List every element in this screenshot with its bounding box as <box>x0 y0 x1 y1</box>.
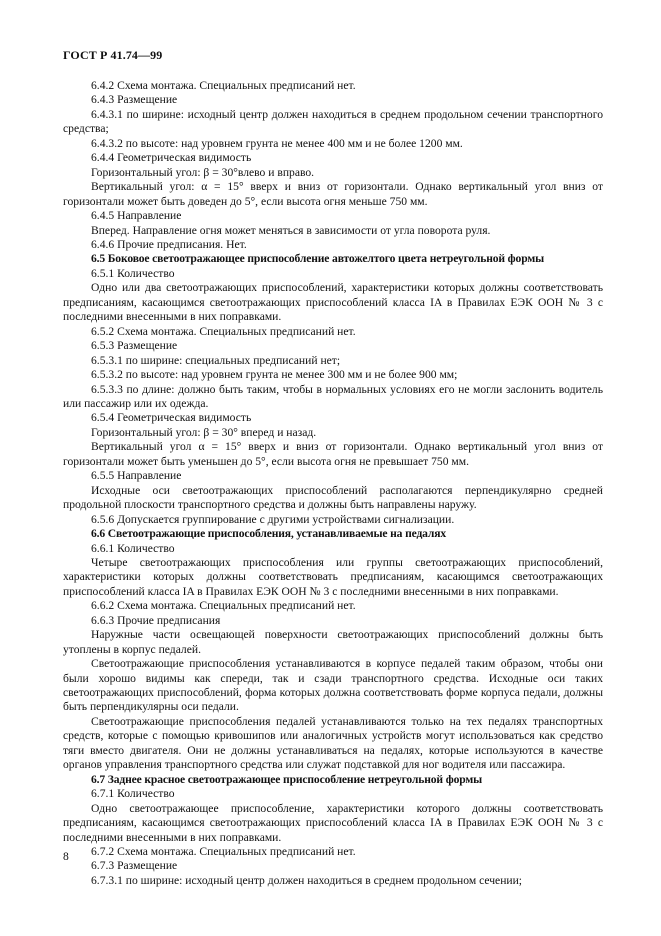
paragraph: Вертикальный угол α = 15° вверх и вниз от горизонтали. Однако вертикальный угол вниз от горизонтали может быть уменьшен до 5°, если высота огня не превышает 750 мм. <box>63 440 603 468</box>
paragraph: 6.5.5 Направление <box>91 469 182 483</box>
paragraph: 6.5.2 Схема монтажа. Специальных предписаний нет. <box>91 324 356 338</box>
paragraph: 6.5.6 Допускается группирование с другими устройствами сигнализации. <box>91 512 455 526</box>
paragraph: Вперед. Направление огня может меняться в зависимости от угла поворота руля. <box>91 223 491 237</box>
paragraph: 6.7.1 Количество <box>91 787 175 801</box>
paragraph: Исходные оси светоотражающих приспособлений располагаются перпендикулярно средней продольной плоскости транспортного средства и должны быть направлены наружу. <box>63 483 603 512</box>
paragraph: Одно или два светоотражающих приспособлений, характеристики которых должны соответствовать предписаниям, касающимся светоотражающих приспособлений класса IA в Правилах ЕЭК ООН № 3 с последними внесенными в них поправками. <box>63 281 603 324</box>
paragraph: 6.5.1 Количество <box>91 266 175 280</box>
paragraph: 6.4.3 Размещение <box>91 93 178 107</box>
paragraph: 6.7.2 Схема монтажа. Специальных предписаний нет. <box>91 845 356 859</box>
paragraph: 6.7.3.1 по ширине: исходный центр должен находиться в среднем продольном сечении; <box>91 873 523 887</box>
paragraph: Светоотражающие приспособления педалей устанавливаются только на тех педалях транспортных средств, которые с помощью кривошипов или аналогичных устройств могут использоваться как средство тяги вместо двигателя. Они не должны устанавливаться на педалях, которые используются в качестве органов управления транспортного средства или служат подставкой для ног водителя или пассажира. <box>63 714 603 772</box>
paragraph: 6.4.4 Геометрическая видимость <box>91 151 252 165</box>
paragraph: 6.5.3 Размещение <box>91 339 178 353</box>
paragraph: 6.4.2 Схема монтажа. Специальных предписаний нет. <box>91 79 356 92</box>
paragraph: 6.4.5 Направление <box>91 209 182 223</box>
paragraph: Светоотражающие приспособления устанавливаются в корпусе педалей таким образом, чтобы они были хорошо видимы как спереди, так и сзади транспортного средства. Исходные оси таких светоотражающих приспособлений, форма которых должна соответствовать форме корпуса педали, должны быть перпендикулярны оси педали. <box>63 657 603 714</box>
paragraph: 6.7.3 Размещение <box>91 859 178 873</box>
paragraph: 6.4.6 Прочие предписания. Нет. <box>91 237 247 251</box>
section-heading: 6.5 Боковое светоотражающее приспособление автожелтого цвета нетреугольной формы <box>91 252 544 266</box>
document-body <box>63 79 603 888</box>
paragraph: Наружные части освещающей поверхности светоотражающих приспособлений должны быть утоплены в корпус педалей. <box>63 628 603 656</box>
document-header: ГОСТ Р 41.74—99 <box>63 48 163 62</box>
paragraph: Горизонтальный угол: β = 30°влево и вправо. <box>91 165 315 179</box>
paragraph: Четыре светоотражающих приспособления или группы светоотражающих приспособлений, характеристики которых должны соответствовать предписаниям, касающимся светоотражающих приспособлений класса IA в Правилах ЕЭК ООН № 3 с последними внесенными в них поправками. <box>63 555 603 598</box>
page-number: 8 <box>63 850 69 863</box>
paragraph: 6.5.3.2 по высоте: над уровнем грунта не менее 300 мм и не более 900 мм; <box>91 368 458 382</box>
section-heading: 6.7 Заднее красное светоотражающее приспособление нетреугольной формы <box>91 772 482 786</box>
paragraph: Одно светоотражающее приспособление, характеристики которого должны соответствовать предписаниям, касающимся светоотражающих приспособлений класса IA в Правилах ЕЭК ООН № 3 с последними внесенными в них поправками. <box>63 801 603 844</box>
paragraph: 6.5.3.1 по ширине: специальных предписаний нет; <box>91 353 341 367</box>
paragraph: 6.6.3 Прочие предписания <box>91 613 221 627</box>
paragraph: 6.6.1 Количество <box>91 541 175 555</box>
paragraph: 6.5.3.3 по длине: должно быть таким, чтобы в нормальных условиях его не могли заслонить водитель или пассажир или их одежда. <box>63 382 603 410</box>
section-heading: 6.6 Светоотражающие приспособления, устанавливаемые на педалях <box>91 527 447 541</box>
paragraph: 6.6.2 Схема монтажа. Специальных предписаний нет. <box>91 599 356 613</box>
paragraph: Горизонтальный угол: β = 30° вперед и назад. <box>91 425 317 439</box>
paragraph: 6.4.3.2 по высоте: над уровнем грунта не менее 400 мм и не более 1200 мм. <box>91 136 463 150</box>
paragraph: 6.5.4 Геометрическая видимость <box>91 411 252 425</box>
paragraph: Вертикальный угол: α = 15° вверх и вниз от горизонтали. Однако вертикальный угол вниз от горизонтали может быть доведен до 5°, если высота огня меньше 750 мм. <box>63 180 603 208</box>
paragraph: 6.4.3.1 по ширине: исходный центр должен находиться в среднем продольном сечении транспортного средства; <box>63 107 603 136</box>
